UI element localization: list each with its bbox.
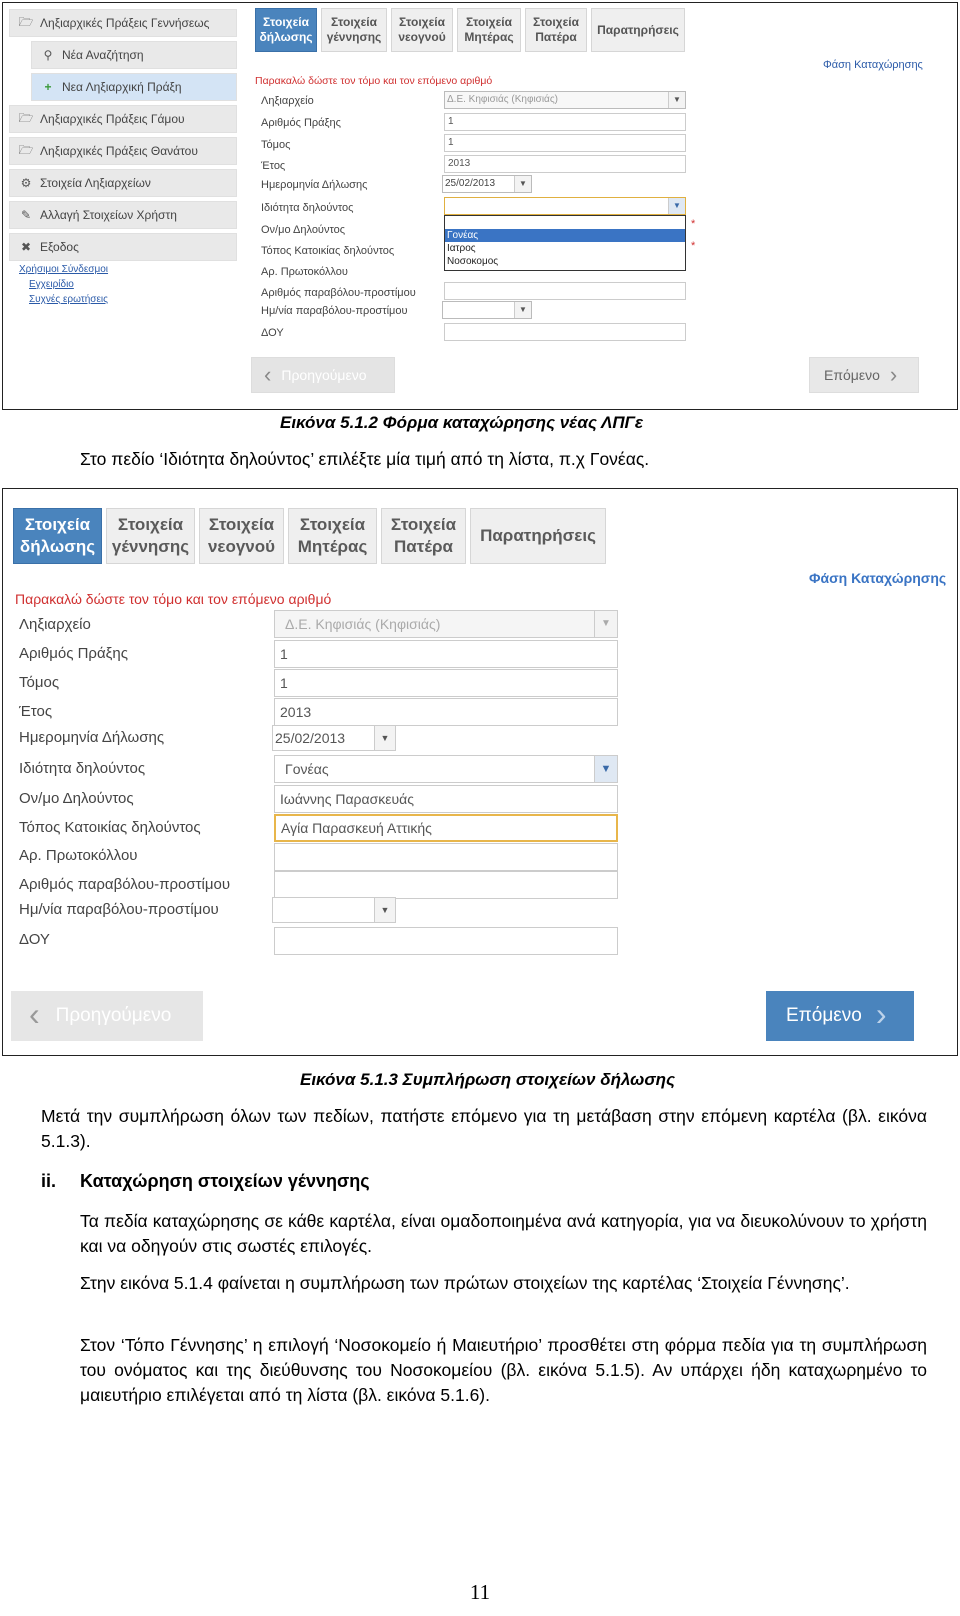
label-registry: Ληξιαρχείο (261, 95, 314, 107)
tab-remarks[interactable] (591, 8, 685, 52)
tab-label: Παρατηρήσεις (480, 526, 596, 545)
tax-office-input[interactable] (444, 323, 686, 341)
registry-value: Δ.Ε. Κηφισιάς (Κηφισιάς) (285, 616, 441, 632)
fee-date-picker[interactable] (442, 301, 532, 319)
tab-label: Πατέρα (535, 30, 577, 44)
label-fee-number: Αριθμός παραβόλου-προστίμου (261, 287, 416, 299)
label-tax-office: ΔΟΥ (261, 327, 284, 339)
sidebar-item-new-search[interactable] (31, 41, 237, 69)
label-year: Έτος (261, 160, 286, 172)
tab-birth[interactable] (321, 8, 387, 52)
tab-label: γέννησης (111, 537, 190, 556)
next-label: Επόμενο (786, 1005, 862, 1026)
label-registry: Ληξιαρχείο (19, 616, 91, 633)
section-title: Καταχώρηση στοιχείων γέννησης (80, 1171, 370, 1191)
label-declarant-name: Ον/μο Δηλούντος (261, 224, 346, 236)
tab-label: νεογνού (207, 537, 276, 556)
label-tax-office: ΔΟΥ (19, 931, 50, 948)
chevron-down-icon: ▼ (668, 198, 685, 214)
figure-caption: Εικόνα 5.1.2 Φόρμα καταχώρησης νέας ΛΠΓε (280, 413, 644, 432)
dropdown-option[interactable]: Νοσοκομος (447, 256, 499, 267)
page-number: 11 (469, 1580, 491, 1604)
year-input[interactable]: 2013 (274, 698, 618, 726)
fee-date-picker[interactable] (272, 897, 396, 923)
declarant-name-input[interactable]: Ιωάννης Παρασκευάς (274, 785, 618, 813)
chevron-left-icon: ‹ (29, 995, 40, 1032)
paragraph: Στον ‘Τόπο Γέννησης’ η επιλογή ‘Νοσοκομείο ή Μαιευτήριο’ προσθέτει στη φόρμα πεδία για τη συμπλήρωση του ονόματος και της διεύθυνσης του Νοσοκομείου (βλ. εικόνα 5.1.5). Αν υπάρχει ήδη καταχωρημένο το μαιευτήριο επιλέγεται από τη λίστα (βλ. εικόνα 5.1.6). (80, 1335, 927, 1405)
sidebar-item-label: Ληξιαρχικές Πράξεις Θανάτου (40, 144, 198, 158)
next-label: Επόμενο (824, 367, 880, 383)
volume-input[interactable]: 1 (274, 669, 618, 697)
sidebar-item-label: Ληξιαρχικές Πράξεις Γάμου (40, 112, 185, 126)
tab-declaration[interactable] (255, 8, 317, 52)
phase-link[interactable]: Φάση Καταχώρησης (823, 59, 923, 71)
tab-label: Στοιχεία (465, 15, 512, 29)
chevron-down-icon: ▼ (594, 756, 617, 782)
figure-filled-declaration (2, 488, 958, 1056)
tab-label: δήλωσης (19, 537, 96, 556)
label-residence: Τόπος Κατοικίας δηλούντος (19, 819, 201, 836)
sidebar-item-label: Νεα Ληξιαρχική Πράξη (62, 80, 182, 94)
chevron-down-icon: ▼ (668, 92, 685, 108)
registry-value: Δ.Ε. Κηφισιάς (Κηφισιάς) (447, 94, 558, 105)
previous-label: Προηγούμενο (281, 367, 367, 383)
paragraph: Μετά την συμπλήρωση όλων των πεδίων, πατήστε επόμενο για τη μετάβαση στην επόμενη καρτέλα (βλ. εικόνα 5.1.3). (41, 1106, 927, 1151)
tab-mother[interactable] (457, 8, 521, 52)
tab-remarks[interactable] (470, 508, 606, 564)
required-mark: * (691, 218, 696, 230)
tab-father[interactable] (381, 508, 466, 564)
label-act-number: Αριθμός Πράξης (261, 117, 341, 129)
folder-icon: 🗁 (18, 142, 34, 157)
gear-icon: ⚙ (20, 176, 32, 190)
link-useful-links[interactable]: Χρήσιμοι Σύνδεσμοι (19, 264, 109, 275)
tab-newborn[interactable] (391, 8, 453, 52)
chevron-left-icon: ‹ (264, 362, 272, 387)
label-fee-date: Ημ/νία παραβόλου-προστίμου (261, 305, 408, 317)
figure-caption: Εικόνα 5.1.3 Συμπλήρωση στοιχείων δήλωσης (300, 1070, 676, 1089)
tab-label: Πατέρα (394, 537, 453, 556)
section-number: ii. (41, 1171, 57, 1191)
declarant-capacity-select[interactable] (444, 197, 686, 215)
fee-number-input[interactable] (274, 871, 618, 899)
tax-office-input[interactable] (274, 927, 618, 955)
sidebar-item-birth-acts[interactable] (9, 9, 237, 37)
label-volume: Τόμος (19, 674, 60, 691)
sidebar-item-marriage-acts[interactable] (9, 105, 237, 133)
tab-label: Στοιχεία (263, 15, 309, 29)
search-icon: ⚲ (43, 48, 53, 62)
label-declarant-name: Ον/μο Δηλούντος (19, 790, 134, 807)
declaration-date-picker[interactable] (442, 175, 532, 193)
label-declaration-date: Ημερομηνία Δήλωσης (19, 729, 165, 746)
tab-label: νεογνού (398, 30, 446, 44)
date-value: 25/02/2013 (445, 178, 496, 189)
label-volume: Τόμος (261, 139, 291, 151)
capacity-value: Γονέας (285, 761, 329, 777)
date-value: 25/02/2013 (275, 730, 346, 746)
sidebar-item-registry-data[interactable] (9, 169, 237, 197)
act-number-input[interactable]: 1 (444, 113, 686, 131)
add-document-icon: + (44, 80, 52, 94)
instruction-text: Παρακαλώ δώστε τον τόμο και τον επόμενο αριθμό (15, 591, 332, 607)
tab-label: Στοιχεία (299, 515, 366, 534)
folder-icon: 🗁 (18, 14, 34, 29)
registry-select[interactable] (274, 610, 618, 638)
user-edit-icon: ✎ (20, 208, 32, 222)
sidebar-item-label: Νέα Αναζήτηση (62, 48, 144, 62)
chevron-down-icon: ▼ (514, 302, 531, 318)
previous-button[interactable] (11, 991, 203, 1041)
required-mark: * (691, 240, 696, 252)
chevron-down-icon: ▼ (374, 898, 395, 922)
sidebar-item-exit[interactable] (9, 233, 237, 261)
tab-label: γέννησης (326, 30, 382, 44)
tab-label: Στοιχεία (533, 15, 579, 29)
tab-label: Παρατηρήσεις (597, 22, 679, 37)
label-year: Έτος (19, 703, 53, 720)
label-fee-number: Αριθμός παραβόλου-προστίμου (19, 876, 231, 893)
label-declaration-date: Ημερομηνία Δήλωσης (261, 179, 368, 191)
paragraph: Στην εικόνα 5.1.4 φαίνεται η συμπλήρωση των πρώτων στοιχείων της καρτέλας ‘Στοιχεία Γέννησης’. (80, 1273, 850, 1293)
tab-label: δήλωσης (259, 30, 313, 44)
tab-label: Στοιχεία (399, 15, 445, 29)
tab-declaration[interactable] (13, 508, 102, 564)
tab-mother[interactable] (288, 508, 377, 564)
paragraph: Τα πεδία καταχώρησης σε κάθε καρτέλα, είναι ομαδοποιημένα ανά κατηγορία, για να διευκολύνουν το χρήστη και να οδηγούν στις σωστές επιλογές. (80, 1211, 927, 1256)
figure-form-new-record (2, 2, 958, 410)
year-input[interactable]: 2013 (444, 155, 686, 173)
label-declarant-capacity: Ιδιότητα δηλούντος (261, 202, 354, 214)
tab-label: Μητέρας (464, 30, 514, 44)
declarant-capacity-dropdown (444, 215, 686, 271)
instruction-sentence: Στο πεδίο ‘Ιδιότητα δηλούντος’ επιλέξτε μία τιμή από τη λίστα, π.χ Γονέας. (80, 449, 650, 469)
residence-input[interactable]: Αγία Παρασκευή Αττικής (274, 814, 618, 842)
protocol-number-input[interactable] (274, 843, 618, 871)
sidebar-item-death-acts[interactable] (9, 137, 237, 165)
dropdown-option[interactable]: Γονέας (445, 229, 685, 242)
tab-label: Στοιχεία (330, 15, 377, 29)
previous-button[interactable] (251, 357, 395, 393)
sidebar-item-label: Στοιχεία Ληξιαρχείων (40, 176, 151, 190)
chevron-down-icon: ▼ (514, 176, 531, 192)
sidebar-item-new-act[interactable] (31, 73, 237, 101)
sidebar-item-user-change[interactable] (9, 201, 237, 229)
declaration-date-picker[interactable] (272, 725, 396, 751)
sidebar-item-label: Ληξιαρχικές Πράξεις Γεννήσεως (40, 16, 210, 30)
chevron-down-icon: ▼ (374, 726, 395, 750)
tab-label: Στοιχεία (117, 515, 184, 534)
link-faq[interactable]: Συχνές ερωτήσεις (29, 294, 108, 305)
label-protocol-number: Αρ. Πρωτοκόλλου (261, 266, 348, 278)
label-fee-date: Ημ/νία παραβόλου-προστίμου (19, 901, 219, 918)
act-number-input[interactable]: 1 (274, 640, 618, 668)
label-declarant-capacity: Ιδιότητα δηλούντος (19, 760, 146, 777)
declarant-capacity-select[interactable] (274, 755, 618, 783)
fee-number-input[interactable] (444, 282, 686, 300)
tab-newborn[interactable] (199, 508, 284, 564)
instruction-text: Παρακαλώ δώστε τον τόμο και τον επόμενο αριθμό (255, 75, 493, 87)
tab-birth[interactable] (106, 508, 195, 564)
label-residence: Τόπος Κατοικίας δηλούντος (261, 245, 395, 257)
next-button[interactable] (766, 991, 914, 1041)
folder-icon: 🗁 (18, 110, 34, 125)
chevron-right-icon: › (875, 995, 887, 1032)
phase-link[interactable]: Φάση Καταχώρησης (809, 570, 947, 586)
tab-father[interactable] (525, 8, 587, 52)
tab-label: Στοιχεία (208, 515, 275, 534)
label-act-number: Αριθμός Πράξης (19, 645, 128, 662)
registry-select[interactable] (444, 91, 686, 109)
link-manual[interactable]: Εγχειρίδιο (29, 279, 74, 290)
label-protocol-number: Αρ. Πρωτοκόλλου (19, 847, 138, 864)
chevron-down-icon: ▼ (594, 611, 617, 637)
sidebar-item-label: Εξοδος (40, 240, 79, 254)
dropdown-option[interactable]: Ιατρος (447, 243, 476, 254)
tab-label: Μητέρας (297, 537, 368, 556)
tab-label: Στοιχεία (390, 515, 457, 534)
tab-label: Στοιχεία (24, 515, 91, 534)
previous-label: Προηγούμενο (55, 1005, 172, 1026)
exit-icon: ✖ (20, 240, 32, 254)
sidebar-item-label: Αλλαγή Στοιχείων Χρήστη (40, 208, 177, 222)
volume-input[interactable]: 1 (444, 134, 686, 152)
chevron-right-icon: › (889, 362, 898, 387)
next-button[interactable] (809, 357, 919, 393)
